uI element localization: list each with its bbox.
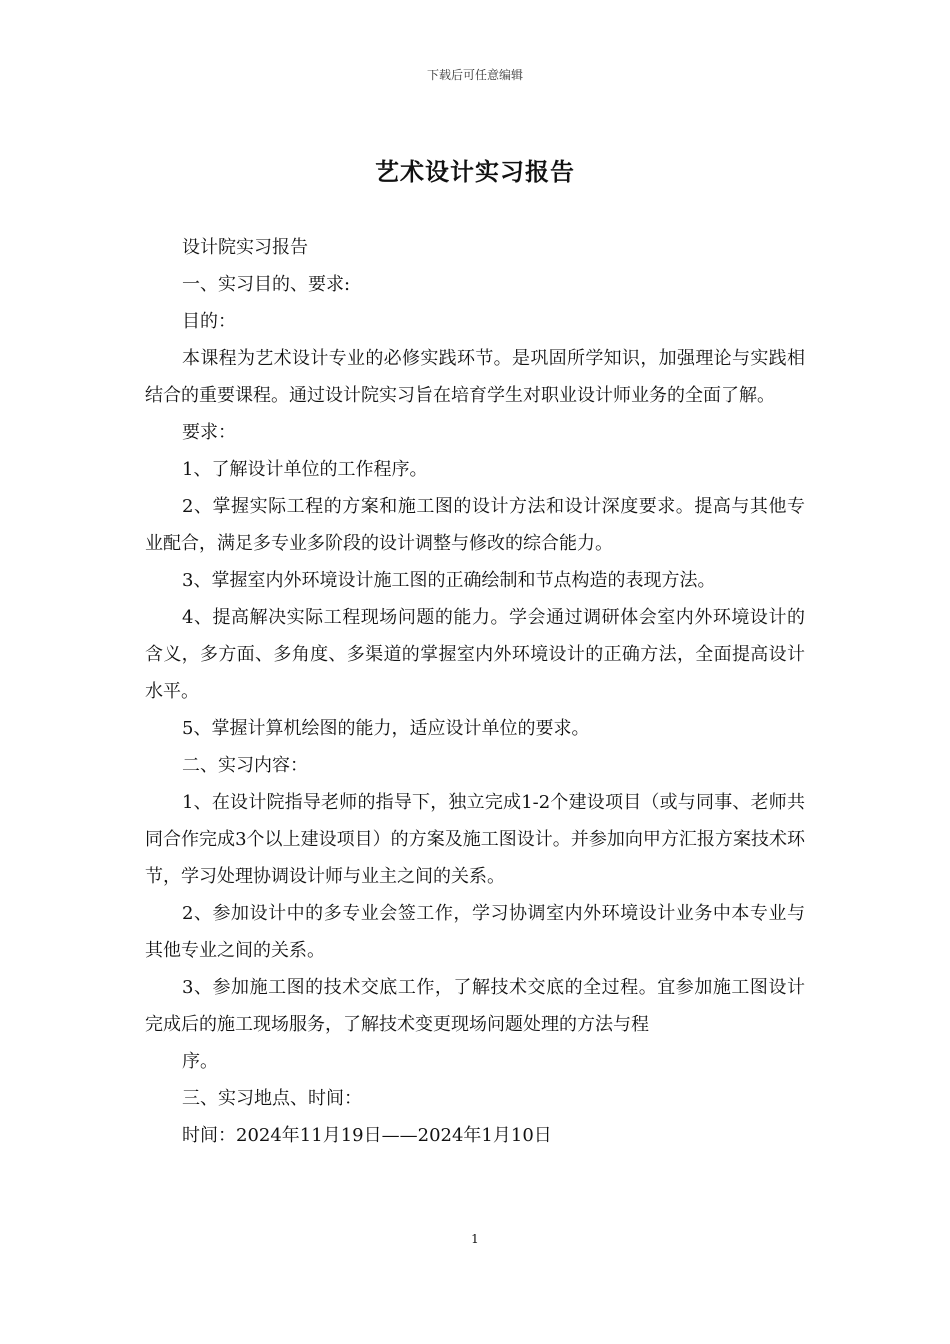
paragraph-purpose-text: 本课程为艺术设计专业的必修实践环节。是巩固所学知识，加强理论与实践相结合的重要课程。通过设计院实习旨在培育学生对职业设计师业务的全面了解。 <box>145 348 805 406</box>
paragraph-content-2: 2、参加设计中的多专业会签工作，学习协调室内外环境设计业务中本专业与其他专业之间的关系。 <box>145 903 805 961</box>
paragraph-subtitle: 设计院实习报告 <box>182 237 308 258</box>
header-note: 下载后可任意编辑 <box>426 68 523 82</box>
paragraph-content-3: 3、参加施工图的技术交底工作，了解技术交底的全过程。宜参加施工图设计完成后的施工现场服务，了解技术变更现场问题处理的方法与程 <box>145 977 805 1035</box>
paragraph-time: 时间：2024年11月19日——2024年1月10日 <box>182 1125 552 1146</box>
paragraph-requirement-3: 3、掌握室内外环境设计施工图的正确绘制和节点构造的表现方法。 <box>182 570 716 591</box>
document-title: 艺术设计实习报告 <box>375 157 575 186</box>
paragraph-content-3-end: 序。 <box>182 1051 218 1072</box>
paragraph-requirement-1: 1、了解设计单位的工作程序。 <box>182 459 428 480</box>
paragraph-purpose-label: 目的： <box>182 311 236 332</box>
paragraph-requirement-4: 4、提高解决实际工程现场问题的能力。学会通过调研体会室内外环境设计的含义，多方面、多角度、多渠道的掌握室内外环境设计的正确方法，全面提高设计水平。 <box>145 607 805 702</box>
paragraph-section-1-heading: 一、实习目的、要求: <box>182 274 351 295</box>
paragraph-section-3-heading: 三、实习地点、时间： <box>182 1088 362 1109</box>
page-number: 1 <box>471 1232 479 1246</box>
paragraph-requirement-5: 5、掌握计算机绘图的能力，适应设计单位的要求。 <box>182 718 590 739</box>
paragraph-content-1: 1、在设计院指导老师的指导下，独立完成1-2个建设项目（或与同事、老师共同合作完成3个以上建设项目）的方案及施工图设计。并参加向甲方汇报方案技术环节，学习处理协调设计师与业主之间的关系。 <box>145 792 805 887</box>
paragraph-requirements-label: 要求： <box>182 422 236 443</box>
paragraph-section-2-heading: 二、实习内容： <box>182 755 308 776</box>
document-body <box>145 229 805 1154</box>
paragraph-requirement-2: 2、掌握实际工程的方案和施工图的设计方法和设计深度要求。提高与其他专业配合，满足多专业多阶段的设计调整与修改的综合能力。 <box>145 496 805 554</box>
